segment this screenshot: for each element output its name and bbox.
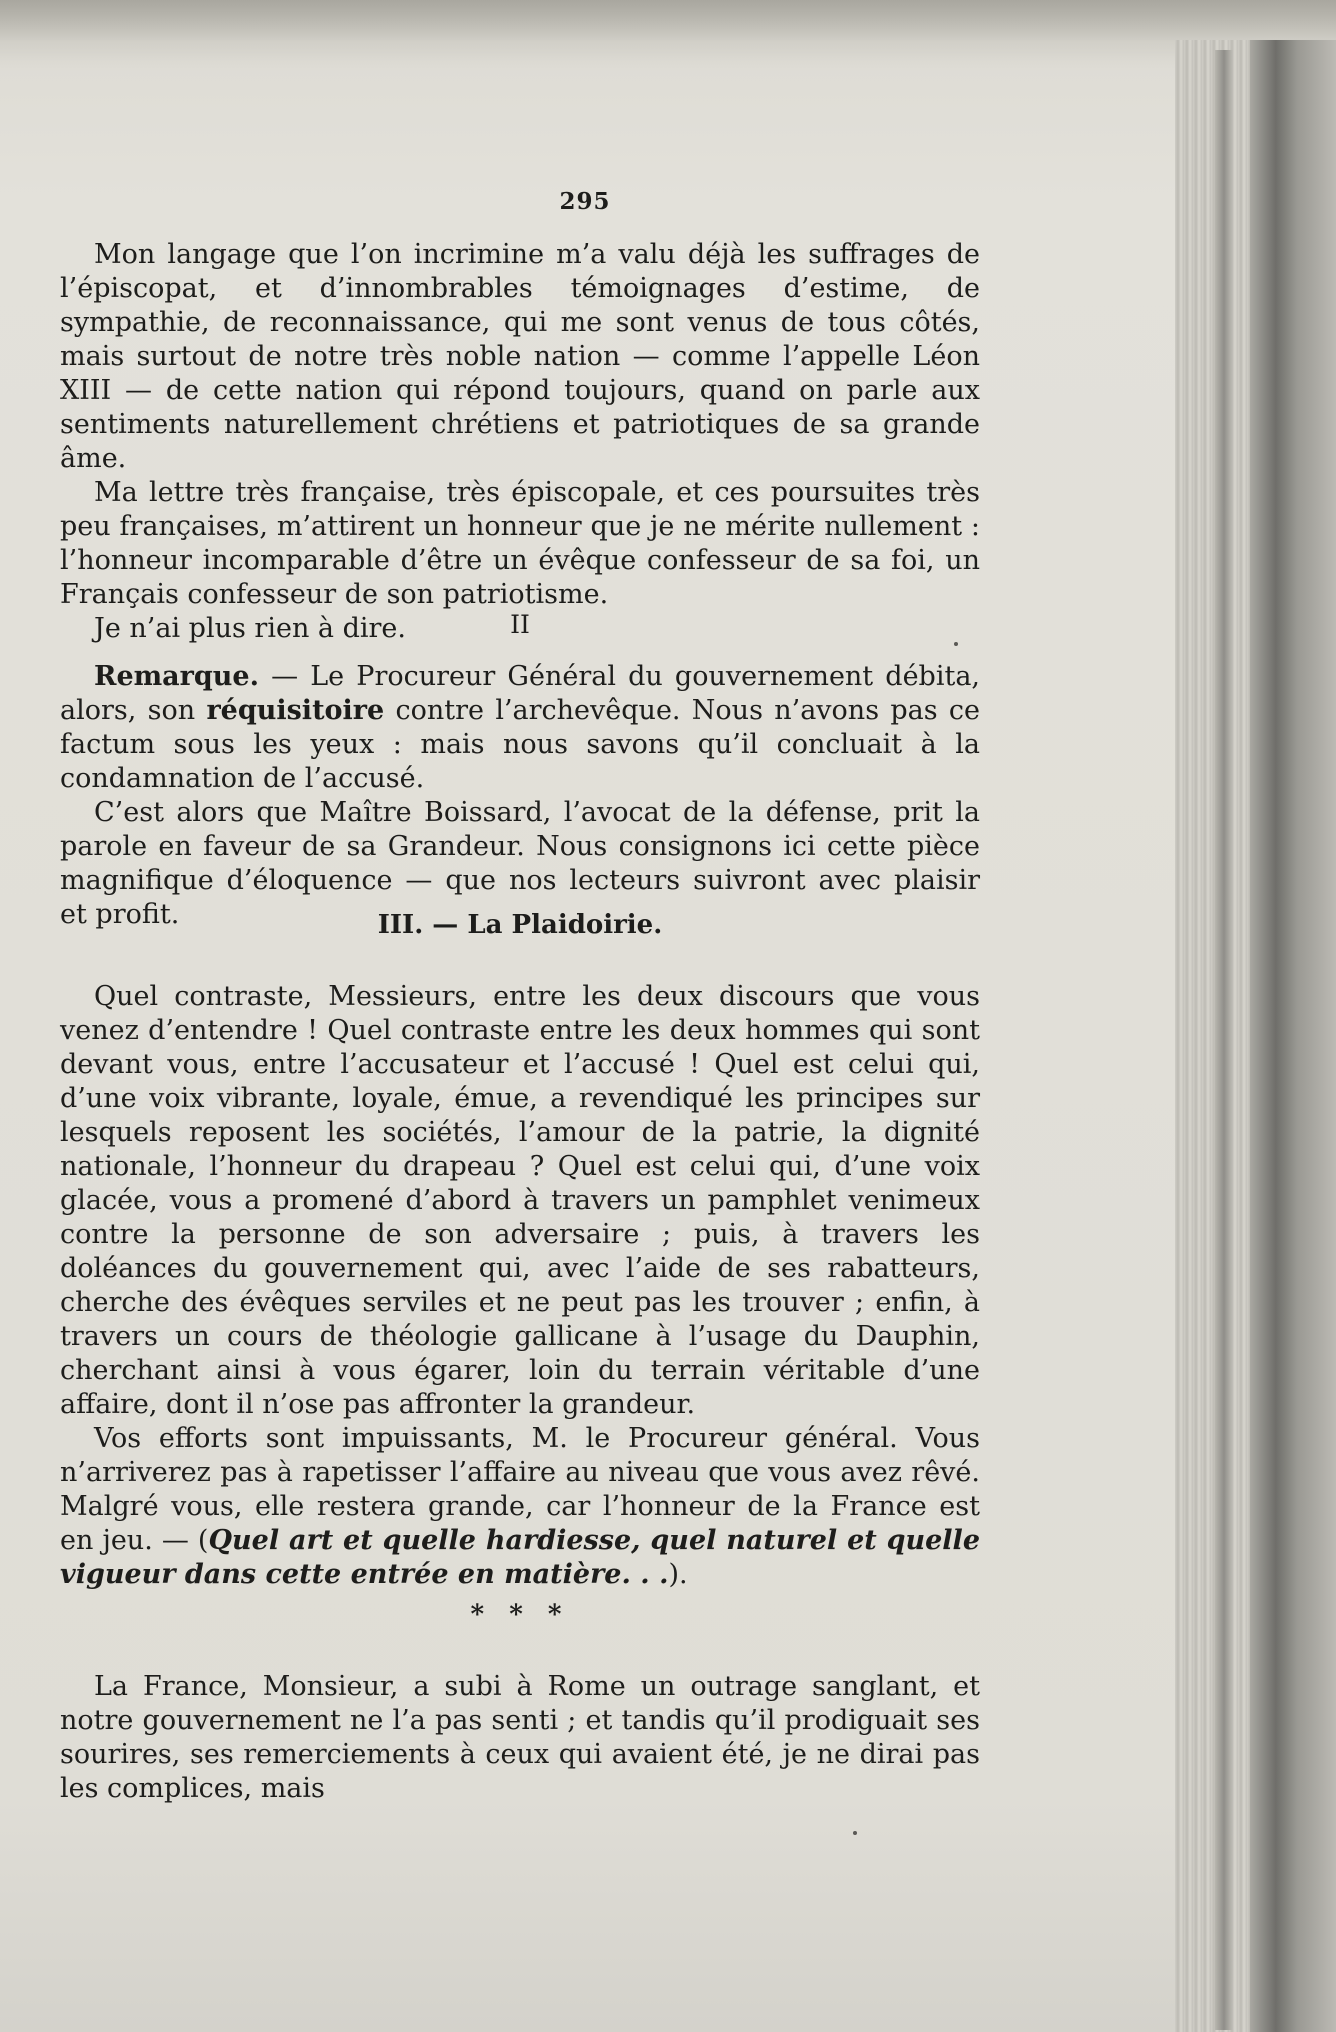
remark-label: Remarque. — [94, 661, 259, 692]
top-shadow — [0, 0, 1336, 70]
section-numeral: II — [510, 610, 530, 639]
page-number: 295 — [559, 188, 611, 215]
closing-block — [60, 1670, 980, 1806]
paragraph: Je n’ai plus rien à dire. — [94, 613, 406, 644]
book-page-edge-inner — [1215, 50, 1233, 2030]
paragraph: Mon langage que l’on incrimine m’a valu déjà les suffrages de l’épiscopat, et d’innombrables témoignages d’estime, de sympathie, de reconnaissance, qui me sont venus de tous côtés, mais surtout de notre très noble nation — comme l’appelle Léon XIII — de cette nation qui répond toujours, quand on parle aux sentiments naturellement chrétiens et patriotiques de sa grande âme. — [60, 239, 980, 474]
book-page — [60, 70, 1175, 2010]
text-run: ). — [668, 1559, 688, 1590]
opening-block — [60, 238, 980, 646]
section-title: III. — La Plaidoirie. — [377, 910, 663, 940]
asterism: * * * — [470, 1600, 570, 1630]
remark-block — [60, 660, 980, 932]
book-binding-edge — [1250, 40, 1336, 2032]
plaidoirie-block — [60, 980, 980, 1592]
bold-term: réquisitoire — [206, 695, 385, 726]
paragraph: La France, Monsieur, a subi à Rome un outrage sanglant, et notre gouvernement ne l’a pas senti ; et tandis qu’il prodiguait ses sourires, ses remerciements à ceux qui avaient été, je ne dirai pas les complices, mais — [60, 1671, 980, 1804]
paragraph: Quel contraste, Messieurs, entre les deux discours que vous venez d’entendre ! Quel contraste entre les deux hommes qui sont devant vous, entre l’accusateur et l’accusé ! Quel est celui qui, d’une voix vibrante, loyale, émue, a revendiqué les principes sur lesquels reposent les sociétés, l’amour de la patrie, la dignité nationale, l’honneur du drapeau ? Quel est celui qui, d’une voix glacée, vous a promené d’abord à travers un pamphlet venimeux contre la personne de son adversaire ; puis, à travers les doléances du gouvernement qui, avec l’aide de ses rabatteurs, cherche des évêques serviles et ne peut pas les trouver ; enfin, à travers un cours de théologie gallicane à l’usage du Dauphin, cherchant ainsi à vous égarer, loin du terrain véritable d’une affaire, dont il n’ose pas affronter la grandeur. — [60, 981, 980, 1420]
paragraph — [60, 660, 980, 796]
italic-comment: Quel art et quelle hardiesse, quel naturel et quelle vigueur dans cette entrée en matière. . . — [60, 1525, 980, 1590]
speck — [954, 642, 958, 646]
text-run: — Le Procureur Général du gouvernement débita, alors, son — [60, 661, 980, 726]
paragraph: Ma lettre très française, très épiscopale, et ces poursuites très peu françaises, m’attirent un honneur que je ne mérite nullement : l’honneur incomparable d’être un évêque confesseur de sa foi, un Français confesseur de son patriotisme. — [60, 477, 980, 610]
text-run: contre l’archevêque. Nous n’avons pas ce factum sous les yeux : mais nous savons qu’il concluait à la condamnation de l’accusé. — [60, 695, 980, 794]
paragraph — [60, 1422, 980, 1592]
paragraph: C’est alors que Maître Boissard, l’avocat de la défense, prit la parole en faveur de sa Grandeur. Nous consignons ici cette pièce magnifique d’éloquence — que nos lecteurs suivront avec plaisir et profit. — [60, 797, 980, 930]
speck — [853, 1831, 857, 1835]
text-run: Vos efforts sont impuissants, M. le Procureur général. Vous n’arriverez pas à rapetisser l’affaire au niveau que vous avez rêvé. Malgré vous, elle restera grande, car l’honneur de la France est en jeu. — ( — [60, 1423, 980, 1556]
